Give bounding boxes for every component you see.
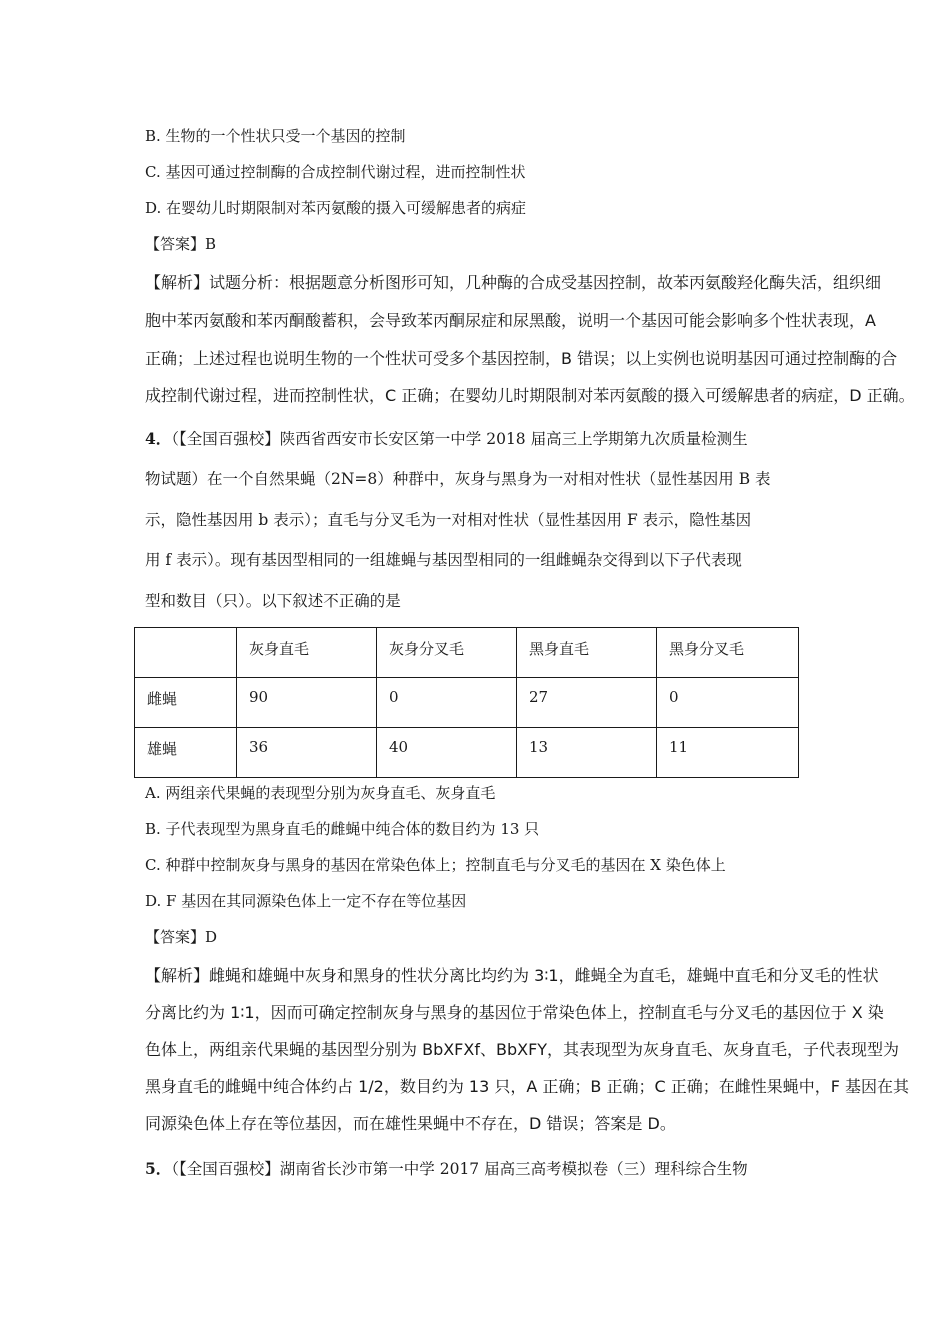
- table-cell: 13: [517, 728, 657, 778]
- table-cell: 36: [237, 728, 377, 778]
- q4-question-line: 用 f 表示）。现有基因型相同的一组雄蝇与基因型相同的一组雌蝇杂交得到以下子代表现: [145, 551, 742, 569]
- q3-option-d: D. 在婴幼儿时期限制对苯丙氨酸的摄入可缓解患者的病症: [145, 199, 527, 217]
- q4-option-d: D. F 基因在其同源染色体上一定不存在等位基因: [145, 892, 467, 910]
- table-cell: 雄蝇: [135, 728, 237, 778]
- offspring-table: [134, 627, 799, 778]
- table-cell: 雌蝇: [135, 678, 237, 728]
- q4-explanation-line: 【解析】雌蝇和雄蝇中灰身和黑身的性状分离比均约为 3∶1，雌蝇全为直毛，雄蝇中直毛和分叉毛的性状: [145, 966, 879, 985]
- table-header-cell: 灰身分叉毛: [377, 628, 517, 678]
- q4-explanation-line: 色体上，两组亲代果蝇的基因型分别为 BbXFXf、BbXFY，其表现型为灰身直毛、灰身直毛，子代表现型为: [145, 1040, 900, 1059]
- q3-explanation-line: 胞中苯丙氨酸和苯丙酮酸蓄积，会导致苯丙酮尿症和尿黑酸，说明一个基因可能会影响多个性状表现，A: [145, 311, 876, 330]
- q4-explanation-line: 分离比约为 1∶1，因而可确定控制灰身与黑身的基因位于常染色体上，控制直毛与分叉毛的基因位于 X 染: [145, 1003, 884, 1022]
- table-cell: 0: [377, 678, 517, 728]
- table-row: [135, 678, 799, 728]
- table-header-cell: [135, 628, 237, 678]
- table-cell: 11: [657, 728, 799, 778]
- table-header-cell: 黑身直毛: [517, 628, 657, 678]
- q4-explanation-line: 同源染色体上存在等位基因，而在雄性果蝇中不存在，D 错误；答案是 D。: [145, 1114, 676, 1133]
- table-cell: 90: [237, 678, 377, 728]
- q4-question-line: 型和数目（只）。以下叙述不正确的是: [145, 592, 401, 610]
- table-cell: 40: [377, 728, 517, 778]
- q3-answer: 【答案】B: [145, 235, 217, 253]
- q4-question-line: 4．（【全国百强校】陕西省西安市长安区第一中学 2018 届高三上学期第九次质量检测生: [145, 429, 748, 448]
- q4-question-line: 物试题）在一个自然果蝇（2N=8）种群中，灰身与黑身为一对相对性状（显性基因用 B 表: [145, 470, 771, 488]
- q4-explanation-line: 黑身直毛的雌蝇中纯合体约占 1/2，数目约为 13 只，A 正确；B 正确；C 正确；在雌性果蝇中，F 基因在其: [145, 1077, 910, 1096]
- table-cell: 27: [517, 678, 657, 728]
- q4-option-a: A. 两组亲代果蝇的表现型分别为灰身直毛、灰身直毛: [145, 784, 496, 802]
- q4-number: 4．: [145, 429, 172, 448]
- q3-option-c: C. 基因可通过控制酶的合成控制代谢过程，进而控制性状: [145, 163, 526, 181]
- q3-option-b: B. 生物的一个性状只受一个基因的控制: [145, 127, 406, 145]
- q3-explanation-line: 【解析】试题分析：根据题意分析图形可知，几种酶的合成受基因控制，故苯丙氨酸羟化酶失活，组织细: [145, 273, 882, 292]
- q3-explanation-line: 正确；上述过程也说明生物的一个性状可受多个基因控制，B 错误；以上实例也说明基因可通过控制酶的合: [145, 349, 898, 368]
- q5-question-line: 5．（【全国百强校】湖南省长沙市第一中学 2017 届高三高考模拟卷（三）理科综合生物: [145, 1159, 748, 1178]
- table-header-row: [135, 628, 799, 678]
- q4-option-b: B. 子代表现型为黑身直毛的雌蝇中纯合体的数目约为 13 只: [145, 820, 540, 838]
- q3-explanation-line: 成控制代谢过程，进而控制性状，C 正确；在婴幼儿时期限制对苯丙氨酸的摄入可缓解患者的病症，D 正确。: [145, 386, 915, 405]
- table-cell: 0: [657, 678, 799, 728]
- q5-number: 5．: [145, 1159, 172, 1178]
- table-header-cell: 黑身分叉毛: [657, 628, 799, 678]
- q4-question-line: 示，隐性基因用 b 表示）；直毛与分叉毛为一对相对性状（显性基因用 F 表示，隐性基因: [145, 511, 752, 529]
- q4-answer: 【答案】D: [145, 928, 218, 946]
- table-header-cell: 灰身直毛: [237, 628, 377, 678]
- q4-option-c: C. 种群中控制灰身与黑身的基因在常染色体上；控制直毛与分叉毛的基因在 X 染色体上: [145, 856, 726, 874]
- table-row: [135, 728, 799, 778]
